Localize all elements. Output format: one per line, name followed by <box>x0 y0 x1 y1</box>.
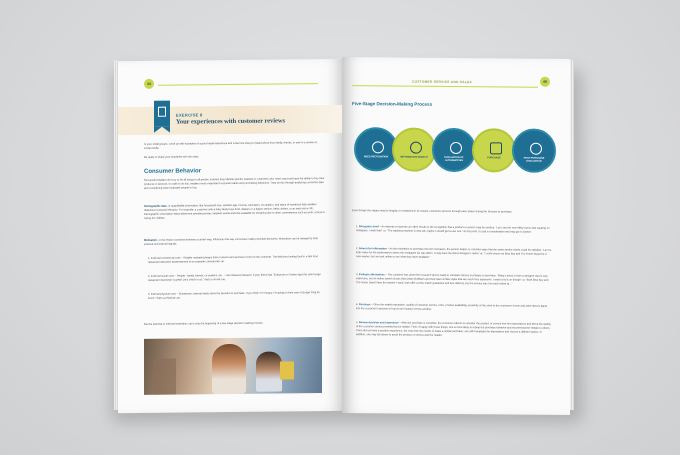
step-term: Search for information <box>358 247 387 251</box>
stage-label: NEED RECOGNITION <box>363 155 389 159</box>
motivation-term: Motivation <box>144 238 157 242</box>
left-page <box>118 59 344 413</box>
paragraph-3-body: , or the reason someone behaves a certain way, influences the way consumers make purchase decisions. Motivation can be swayed by both external and internal signals. <box>144 237 319 246</box>
paragraph-3 <box>144 237 326 247</box>
process-step: 4. Purchase – Once the retailer reputation, quality of customer service, price, product availability, proximity of the store to the customer's home and other factors figure into the customer's decision to buy at one location versus another. <box>356 303 548 311</box>
stage-label: POST-PURCHASE EVALUATION <box>523 156 545 163</box>
step-term: Review decision and experience <box>358 321 399 325</box>
shopping-photo <box>144 337 322 395</box>
process-step: 2. Search for information – As the motivation to purchase the item increases, the person begins to consider ways that the wants and/or needs could be satisfied. "Let me look online for the performance where the Instagram pic was taken. It may have the dress designer's name" or, "I could check out Best Buy and The Home Depot for a new washer, but we look online to see what they have available." <box>356 247 552 259</box>
process-step: 5. Review decision and experience – After the purchase is complete, the customer reflects on whether the product or service met her expectations and about the quality of the customer service provided by the retailer. Then, if happy with those things, she is more likely to repeat the purchase behavior and recommend the retailer to others. If she did not have a positive experience, the next time she needs to make a similar purchase, she will reevaluate the alternatives and choose a different option. In addition, she may tell others to avoid the product or service and the retailer. <box>356 321 551 337</box>
exercise-label: EXERCISE 8 <box>176 112 203 118</box>
package-icon <box>490 142 502 154</box>
paragraph-2-body: , or quantifiable information, like household size, resident age, income, education, occupation, and place of residence help retailers determine customer behavior. For example, a customer with a baby likely buys food, diapers or a diaper service, baby clothes, a car seat and a crib. Demographic information helps determine spending power, targeted needs and time available for shopping due to other commitments such as work, school or caring for children. <box>144 203 325 220</box>
right-page-header: CUSTOMER SERVICE AND SALES <box>412 79 472 85</box>
step-text: – An internal or external cue often results in the recognition that a product or service may be needed. "Let's see the new Miley Cyrus was wearing on Instagram. I want that!" or, "The washing machine is way old, maybe I should get a new one." At this point, it's just a consideration and may go no further. <box>356 225 550 234</box>
stage-node <box>512 128 556 172</box>
process-title: Five-Stage Decision-Making Process <box>352 101 433 107</box>
step-term: Evaluate alternatives <box>358 273 385 277</box>
stage-node <box>392 127 436 171</box>
stage-node <box>432 128 476 172</box>
cue-list-item-text: Internal physical cues – Sometimes, internal needs drive the decision to purchase. If you think "I'm hungry. I'm going to drive over to Burger King for lunch," that's a physical cue. <box>148 291 320 300</box>
step-term: Purchase <box>358 303 371 307</box>
right-header-rule <box>352 85 538 87</box>
process-step: 1. Recognize need – An internal or external cue often results in the recognition that a product or service may be needed. "Let's see the new Miley Cyrus was wearing on Instagram. I want that!" or, "The washing machine is way old, maybe I should get a new one." At this point, it's just a consideration and may go no further. <box>356 225 550 234</box>
cue-list-item: 2. External social cues – People - family, friends, co-workers, etc. – can influence behavior. If your friend has "Everyone on Twitter says the new burger restaurant downtown is great! Let's check it out," that's a social cue. <box>148 273 321 282</box>
cue-list-item: 3. Internal physical cues – Sometimes, internal needs drive the decision to purchase. If you think "I'm hungry. I'm going to drive over to Burger King for lunch," that's a physical cue. <box>148 291 320 300</box>
step-text: – The customer has done their research and is ready to compare options to prepare to purchase. "Miley's dress is from a designer that is very expensive, but an online search shows that Urban Outfitters and Gap have similar styles that are much less expensive. I want to try it on though" or, "Both Best Buy and The Home Depot have the washer I want, both offer a price match guarantee and free delivery, but the service was too much better at..." <box>356 273 549 286</box>
paragraph-2 <box>144 203 326 221</box>
process-intro: Even though the stages may be lengthy or completed in an instant, customers process through each phase during the decision to purchase. <box>352 209 513 214</box>
page-edges-right <box>570 60 574 410</box>
step-text: – As the motivation to purchase the item increases, the person begins to consider ways that the wants and/or needs could be satisfied. "Let me look online for the performance where the Instagram pic was taken. It may have the dress designer's name" or, "I could check out Best Buy and The Home Depot for a new washer, but we look online to see what they have available." <box>356 247 552 259</box>
stage-label: EVALUATION OF ALTERNATIVES <box>444 155 464 162</box>
stage-label: INFORMATION SEARCH <box>400 155 428 159</box>
lightbulb-icon <box>372 141 384 153</box>
step-term: Recognize need <box>358 225 379 229</box>
cue-list-item-text: External commercial cues – Retailer marketing keeps their products and services in front of the customer. The delicious looking food in a fast food restaurant television advertisement is an example commercial cue. <box>148 255 318 264</box>
exercise-intro: In your small groups, come up with examples of a good retail experience and a bad one that you heard about from family, friends, or saw in a review on social media. <box>144 141 318 150</box>
chat-icon <box>530 143 542 155</box>
right-page <box>342 57 570 415</box>
step-text: – After the purchase is complete, the customer reflects on whether the product or service met her expectations and about the quality of the customer service provided by the retailer. Then, if happy with those things, she is more likely to repeat the purchase behavior and recommend the retailer to others. If she did not have a positive experience, the next time she needs to make a similar purchase, she will reevaluate the alternatives and choose a different option. In addition, she may tell others to avoid the product or service and the retailer. <box>356 321 551 337</box>
demographic-term: Demographic data <box>144 204 167 208</box>
stage-label: PURCHASE <box>487 156 501 160</box>
cue-list-item-text: External social cues – People - family, friends, co-workers, etc. – can influence behavior. If your friend has "Everyone on Twitter says the new burger restaurant downtown is great! Let's check it out," that's a social cue. <box>148 273 321 282</box>
exercise-title: Your experiences with customer reviews <box>176 117 285 126</box>
paragraph-1: Successful retailers don't try to be all things to all people. Instead, they identify specific markets or customers who need, want and have the ability to buy their products or services. In order to do this, retailers must understand customer habits and purchasing behaviors. They do this through analyzing consumer data and considering what motivates people to buy. <box>144 177 325 190</box>
process-step: 3. Evaluate alternatives – The customer has done their research and is ready to compare options to prepare to purchase. "Miley's dress is from a designer that is very expensive, but an online search shows that Urban Outfitters and Gap have similar styles that are much less expensive. I want to try it on though" or, "Both Best Buy and The Home Depot have the washer I want, both offer a price match guarantee and free delivery, but the service was too much better at..." <box>356 273 549 286</box>
left-page-number: 44 <box>144 79 154 89</box>
left-header-rule <box>158 83 318 85</box>
stage-node <box>472 128 516 172</box>
right-page-number: 45 <box>540 77 550 87</box>
decision-process-diagram <box>352 117 558 189</box>
step-text: – Once the retailer reputation, quality of customer service, price, product availability, proximity of the store to the customer's home and other factors figure into the customer's decision to buy at one location versus another. <box>356 303 548 311</box>
magnifier-icon <box>410 142 422 154</box>
review-icon <box>158 107 166 117</box>
section-title: Consumer Behavior <box>144 168 202 175</box>
closing-text: But the external or internal motivation cue is only the beginning of a five-stage decision-making process. <box>144 321 264 326</box>
shopping-bag <box>280 361 294 379</box>
compare-icon <box>450 142 462 154</box>
exercise-bookmark-icon <box>154 101 170 127</box>
exercise-prompt: Be ready to share your examples with the class. <box>144 155 200 159</box>
cue-list-item: 1. External commercial cues – Retailer marketing keeps their products and services in front of the customer. The delicious looking food in a fast food restaurant television advertisement is an example commercial cue. <box>148 255 318 264</box>
